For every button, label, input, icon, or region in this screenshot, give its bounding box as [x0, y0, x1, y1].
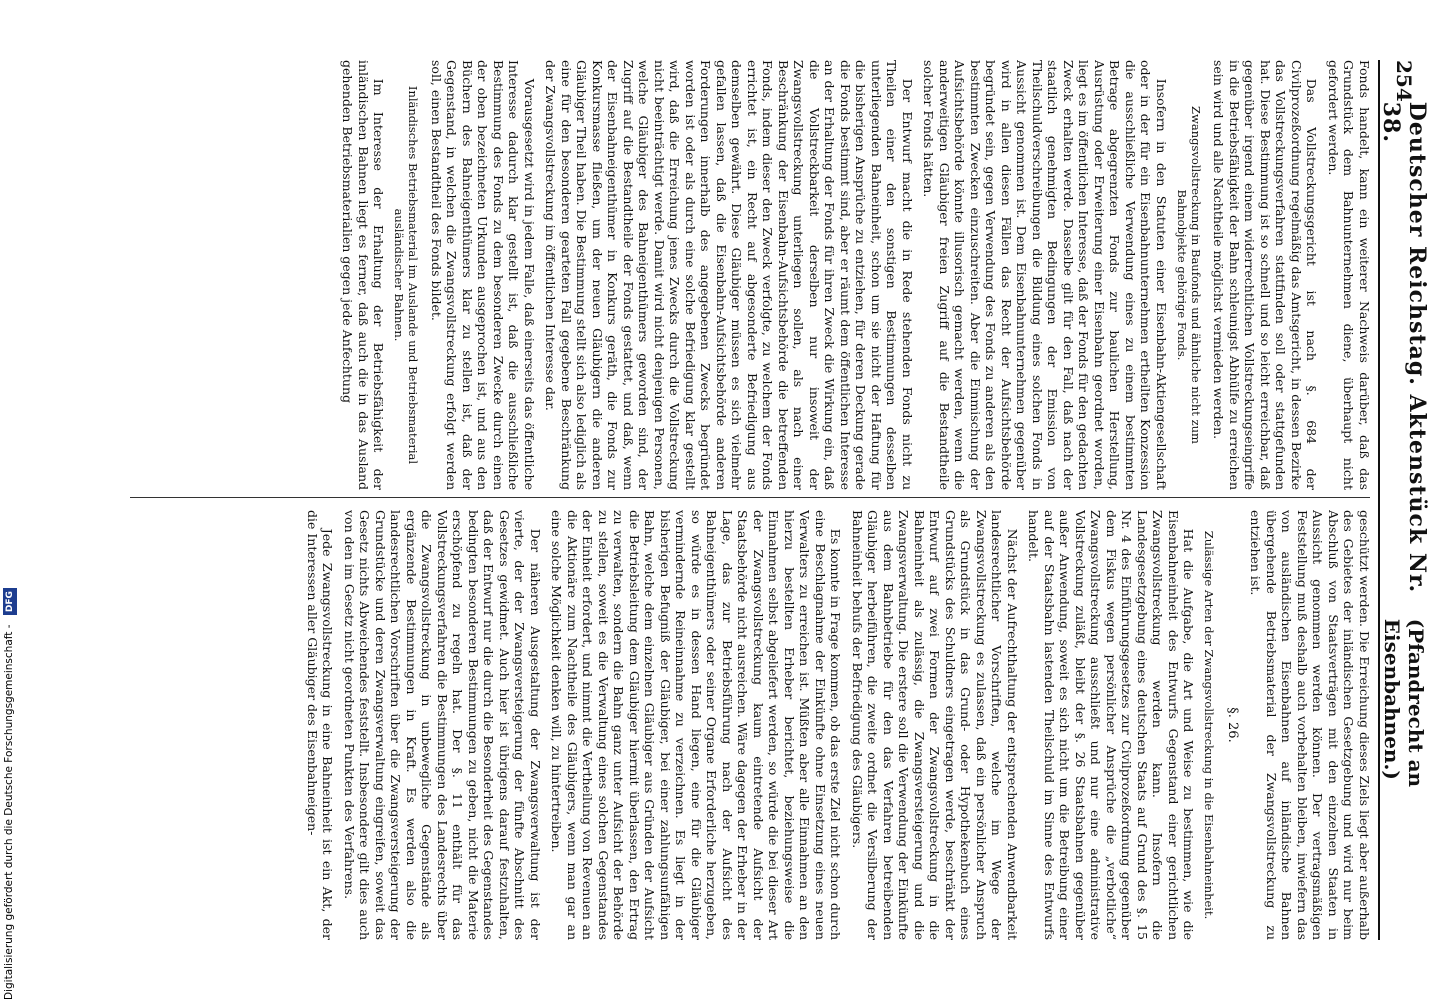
- paragraph: Jede Zwangsvollstreckung in eine Bahneinheit ist ein Akt, der die Interessen aller Gläubiger des Eisenbahneigen-: [305, 510, 336, 940]
- credit-text: Digitalisierung gefördert durch die Deutsche Forschungsgemeinschaft -: [3, 624, 15, 1000]
- paragraph: Hat die Aufgabe, die Art und Weise zu bestimmen, wie die Eisenbahneinheit des Entwurfs Gegenstand einer gerichtlichen Zwangsvollstreckung werden kann. Insofern die Landesgesetzgebung eines deutschen Staats auf Grund des §. 15 Nr. 4 des Einführungsgesetzes zur Civilprozeßordnung gegenüber dem Fiskus wegen persönlicher Ansprüche die „verbotliche“ Zwangsvollstreckung ausschließt und nur eine administrative Vollstreckung zuläßt, bleibt der §. 26 Staatsbahnen gegenüber außer Anwendung, soweit es sich nicht um die Betreibung einer auf der Staatsbahn lastenden Theilschuld im Sinne des Entwurfs handelt.: [1026, 510, 1197, 940]
- paragraph: Es konnte in Frage kommen, ob das erste Ziel nicht schon durch eine Beschlagnahme der Einkünfte ohne Einsetzung eines neuen Verwalters zu erreichen ist. Müßten aber alle Einnahmen an den hierzu bestellten Erheber berichtet, beziehungsweise die Einnahmen selbst abgeliefert werden, so würde die bei dieser Art der Zwangsvollstreckung kaum eintretende Aufsicht der Staatsbehörde nicht ausreichen. Wäre dagegen der Erheber in der Lage, das zur Betriebsführung nach der Aufsicht des Bahneigenthümers oder seiner Organe Erforderliche herzugeben, so würde es in dessen Hand liegen, eine für die Gläubiger vermindernde Reineinnahme zu verzeichnen. Es liegt in der bisherigen Befugniß der Gläubiger, bei einer zahlungsunfähigen Bahn, welche dem einzelnen Gläubiger aus Gründen der Aufsicht die Betriebsleitung dem Gläubiger hiermit überlassen, den Ertrag zu verwalten, sondern die Bahn ganz unter Aufsicht der Behörde zu stellen, soweit es die Verwaltung eines solchen Gegenstandes der Einheit erfordert, und nimmt die Vertheilung von Revenuen an die Aktionäre zum Nachtheile des Gläubigers, wenn man gar an eine solche Möglichkeit denken will, zu hintertreiben.: [549, 510, 844, 940]
- column-divider: [130, 497, 1370, 498]
- paragraph: Fonds handelt, kann ein weiterer Nachweis darüber, daß das Grundstück dem Bahnunternehmen diene, überhaupt nicht gefordert werden.: [1326, 60, 1372, 490]
- paragraph: Das Vollstreckungsgericht ist nach §. 684 der Civilprozeßordnung regelmäßig das Amtsgericht, in dessen Bezirke das Vollstreckungsverfahren stattfinden soll oder stattgefunden hat. Diese Bestimmung ist so schnell und so leicht erreichbar, daß gegenüber irgend einem widerrechtlichen Vollstreckungseingriffe in die Betriebsfähigkeit der Bahn schleunigst Abhülfe zu erreichen sein wird und alle Nachtheile möglichst vermieden werden.: [1211, 60, 1320, 490]
- page-title: Deutscher Reichstag. Aktenstück Nr. 38.: [1378, 101, 1430, 594]
- subheading: Zulässige Arten der Zwangsvollstreckung in die Eisenbahneinheit.: [1202, 530, 1217, 920]
- page-header: [1378, 60, 1430, 940]
- right-column: [72, 510, 1372, 940]
- paragraph: Nächst der Aufrechthaltung der entsprechenden Anwendbarkeit landesrechtlicher Vorschriften, welche im Wege der Zwangsvollstreckung es zulassen, daß ein persönlicher Anspruch als Grundstück in das Grund- oder Hypothekenbuch eines Grundstücks des Schuldners eingetragen werde, beschränkt der Entwurf auf zwei Formen der Zwangsvollstreckung in die Bahneinheit als zulässig, die Zwangsversteigerung und die Zwangsverwaltung. Die erstere soll die Verwendung der Einkünfte aus dem Bahnbetriebe für den das Verfahren betreibenden Gläubiger herbeiführen, die zweite ordnet die Versilberung der Bahneinheit behufs der Befriedigung des Gläubigers.: [850, 510, 1020, 940]
- subheading: Inländisches Betriebsmaterial im Auslande und Betriebsmaterial ausländischer Bahnen.: [392, 85, 421, 465]
- credit-text-wrapper: [2, 480, 17, 1000]
- paragraph: Der näheren Ausgestaltung der Zwangsverwaltung ist der vierte, der der Zwangsversteigerung der fünfte Abschnitt des Gesetzes gewidmet. Auch hier ist übrigens darauf festzuhalten, daß der Entwurf nur die durch die Besonderheit des Gegenstandes bedingten besonderen Bestimmungen zu geben, nicht die Materie erschöpfend zu regeln hat. Der §. 11 enthält für das Vollstreckungsverfahren die Bestimmungen des Landesrechts über die Zwangsvollstreckung in unbewegliche Gegenstände als ergänzende Bestimmungen in Kraft. Es werden also die landesrechtlichen Vorschriften über die Zwangsversteigerung der Grundstücke und deren Zwangsverwaltung eingreifen, soweit das Gesetz nichts Abweichendes feststellt. Insbesondere gilt dies auch von den im Gesetz nicht geordneten Punkten des Verfahrens.: [342, 510, 543, 940]
- dfg-logo: DFG: [3, 588, 17, 615]
- paragraph: Im Interesse der Erhaltung der Betriebsfähigkeit der inländischen Bahnen liegt es ferner, daß auch die in das Ausland gehenden Betriebsmaterialien gegen jede Anfechtung: [340, 60, 387, 490]
- subheading: Zwangsvollstreckung in Baufonds und ähnliche nicht zum Bahnobjekte gehörige Fonds.: [1175, 106, 1203, 444]
- page-subtitle: (Pfandrecht an Eisenbahnen.): [1380, 618, 1428, 788]
- left-column: [72, 60, 1372, 490]
- paragraph: Insofern in den Statuten einer Eisenbahn-Aktiengesellschaft oder in der für ein Eisenbahnunternehmen ertheilten Konzession die ausschließliche Verwendung eines zu einem bestimmten Betrage abgegrenzten Fonds zur baulichen Herstellung, Ausrüstung oder Erweiterung einer Eisenbahn geordnet worden, liegt es im öffentlichen Interesse, daß der Fonds für den gedachten Zweck erhalten werde. Dasselbe gilt für den Fall, daß nach der staatlich genehmigten Bedingungen der Emission von Theilschuldverschreibungen die Bildung eines solchen Fonds in Aussicht genommen ist. Dem Eisenbahnunternehmen gegenüber wird in allen diesen Fällen das Recht der Aufsichtsbehörde begründet sein, gegen Verwendung des Fonds zu anderen als den bestimmten Zwecken einzuschreiten. Aber die Einmischung der Aufsichtsbehörde könnte illusorisch gemacht werden, wenn die anderweitigen Gläubiger freien Zugriff auf die Bestandtheile solcher Fonds hätten.: [921, 60, 1169, 490]
- paragraph: geschützt werden. Die Erreichung dieses Ziels liegt aber außerhalb des Gebietes der inländischen Gesetzgebung und wird nur beim Abschluß von Staatsverträgen mit den einzelnen Staaten in Aussicht genommen werden können. Der vertragsmäßigen Feststellung muß deshalb auch vorbehalten bleiben, inwiefern das von ausländischen Eisenbahnen auf inländische Bahnen übergehende Betriebsmaterial der Zwangsvollstreckung zu entziehen ist.: [1248, 510, 1372, 940]
- page-number: 254: [1392, 60, 1416, 102]
- paragraph: Vorausgesetzt wird in jedem Falle, daß einerseits das öffentliche Interesse dadurch klar gestellt ist, daß die ausschließliche Bestimmung des Fonds zu dem besonderen Zwecke durch einen der oben bezeichneten Urkunden ausgeprochen ist, und aus den Büchern des Bahneigenthümers klar zu stellen ist, daß der Gegenstand, in welchen die Zwangsvollstreckung erfolgt werden soll, einen Bestandtheil des Fonds bildet.: [429, 60, 537, 490]
- section-heading: §. 26.: [1225, 707, 1240, 743]
- paragraph: Der Entwurf macht die in Rede stehenden Fonds nicht zu Theilen einer den sonstigen Bestimmungen desselben unterliegenden Bahneinheit, schon um sie nicht der Haftung für die bisherigen Ansprüche zu entziehen, für deren Deckung gerade die Fonds bestimmt sind, aber er räumt dem öffentlichen Interesse an der Erhaltung der Fonds für ihren Zweck die Wirkung ein, daß die Vollstreckbarkeit derselben nur insoweit der Zwangsvollstreckung unterliegen sollen, als nach einer Beschränkung der Eisenbahn-Aufsichtsbehörde die betreffenden Fonds, indem dieser den Zweck verfolgte, zu welchem der Fonds errichtet ist, ein Recht auf abgesonderte Befriedigung aus demselben gewährt. Diese Gläubiger müssen es sich vielmehr gefallen lassen, daß die Eisenbahn-Aufsichtsbehörde anderen Forderungen innerhalb des angegebenen Zwecks begründet worden ist oder als durch eine solche Befriedigung klar gestellt wird, daß die Erreichung jenes Zwecks durch die Vollstreckung nicht beeinträchtigt werde. Damit wird nicht denjenigen Personen, welche Gläubiger des Bahneigenthümers geworden sind, der Zugriff auf die Bestandtheile der Fonds gestattet, und daß, wenn der Eisenbahneigenthümer in Konkurs geräth, die Fonds zur Konkursmasse fließen, um der neuen Gläubigern die anderen Gläubiger Theil haben. Die Bestimmung stellt sich also lediglich als eine für den besonderen gearteten Fall gegebene Beschränkung der Zwangsvollstreckung im öffentlichen Interesse dar.: [543, 60, 915, 490]
- header-rule: [1378, 60, 1380, 940]
